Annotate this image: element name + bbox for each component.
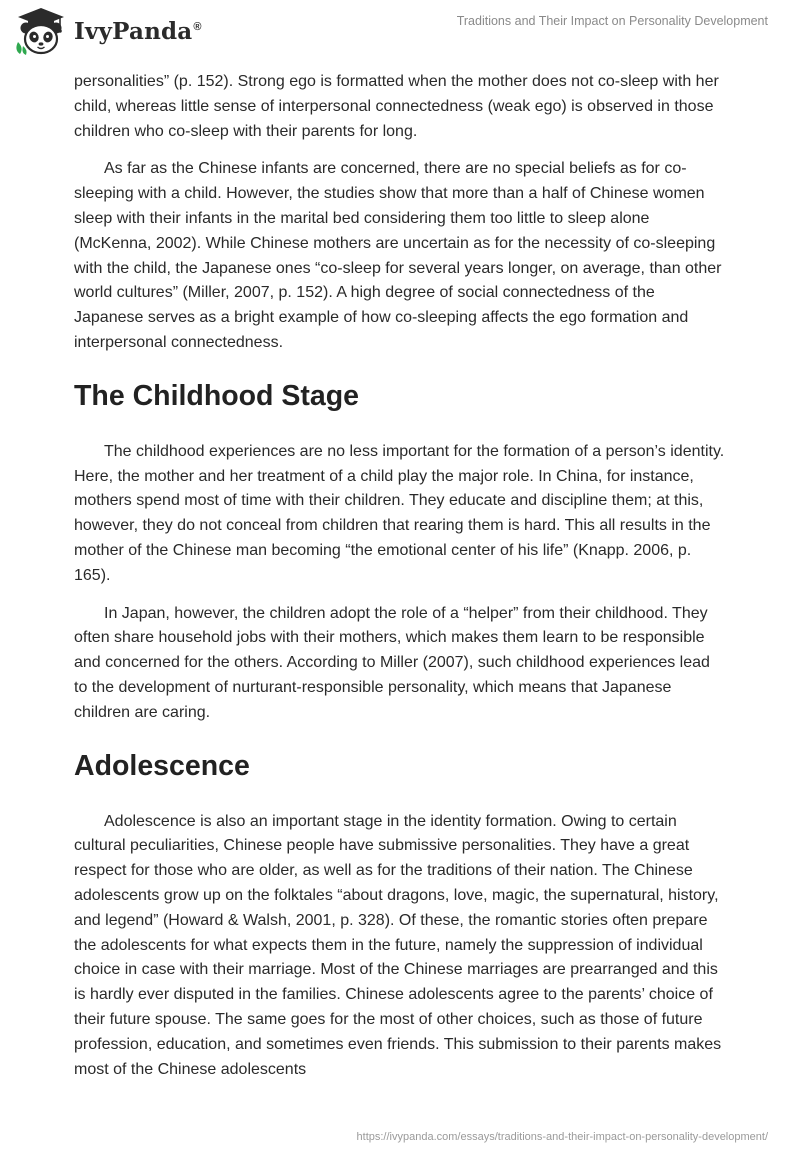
brand-name: IvyPanda® — [74, 17, 202, 45]
paragraph-chinese-infants: As far as the Chinese infants are concerned, there are no special beliefs as for co-sleeping with a child. However, the studies show that more than a half of Chinese women sleep with their infants in the marital bed considering them too little to sleep alone (McKenna, 2002). While Chinese mothers are uncertain as for the necessity of co-sleeping with the child, the Japanese ones “co-sleep for several years longer, on average, than other world cultures” (Miller, 2007, p. 152). A high degree of social connectedness of the Japanese serves as a bright example of how co-sleeping affects the ego formation and interpersonal connectedness. — [74, 160, 722, 351]
paragraph-adolescence: Adolescence is also an important stage in the identity formation. Owing to certain cultural peculiarities, Chinese people have submissive personalities. They have a great respect for those who are older, as well as for the traditions of their nation. The Chinese adolescents grow up on the folktales “about dragons, love, magic, the supernatural, history, and legend” (Howard & Walsh, 2001, p. 328). Of these, the romantic stories often prepare the adolescents for what expects them in the future, namely the suppression of individual choice in case with their marriage. Most of the Chinese marriages are prearranged and this is hardly ever disputed in the families. Chinese adolescents agree to the parents’ choice of their future spouse. The same goes for the most of other choices, such as those of future profession, education, and sometimes even friends. This submission to their parents makes most of the Chinese adolescents — [74, 812, 722, 1078]
essay-content — [74, 70, 726, 1095]
paragraph-continuation: personalities” (p. 152). Strong ego is formatted when the mother does not co-sleep with her child, whereas little sense of interpersonal connectedness (weak ego) is observed in those children who co-sleep with their parents for long. — [74, 73, 719, 140]
brand-logo[interactable] — [14, 6, 202, 56]
source-url-link[interactable]: https://ivypanda.com/essays/traditions-and-their-impact-on-personality-development/ — [356, 1131, 768, 1143]
heading-adolescence: Adolescence — [74, 749, 250, 782]
paragraph-childhood-japan: In Japan, however, the children adopt the role of a “helper” from their childhood. They often share household jobs with their mothers, which makes them learn to be responsible and concerned for the others. According to Miller (2007), such childhood experiences lead to the development of nurturant-responsible personality, which means that Japanese children are caring. — [74, 604, 710, 721]
panda-graduate-logo-icon — [14, 6, 68, 56]
running-title: Traditions and Their Impact on Personality Development — [456, 14, 768, 28]
registered-mark: ® — [193, 20, 202, 33]
paragraph-childhood-china: The childhood experiences are no less important for the formation of a person’s identity. Here, the mother and her treatment of a child play the major role. In China, for instance, mothers spend most of time with their children. They educate and discipline them; at this, however, they do not conceal from children that rearing them is hard. This all results in the mother of the Chinese man becoming “the emotional center of his life” (Knapp. 2006, p. 165). — [74, 442, 725, 584]
heading-childhood-stage: The Childhood Stage — [74, 379, 359, 412]
page-header — [0, 0, 800, 62]
